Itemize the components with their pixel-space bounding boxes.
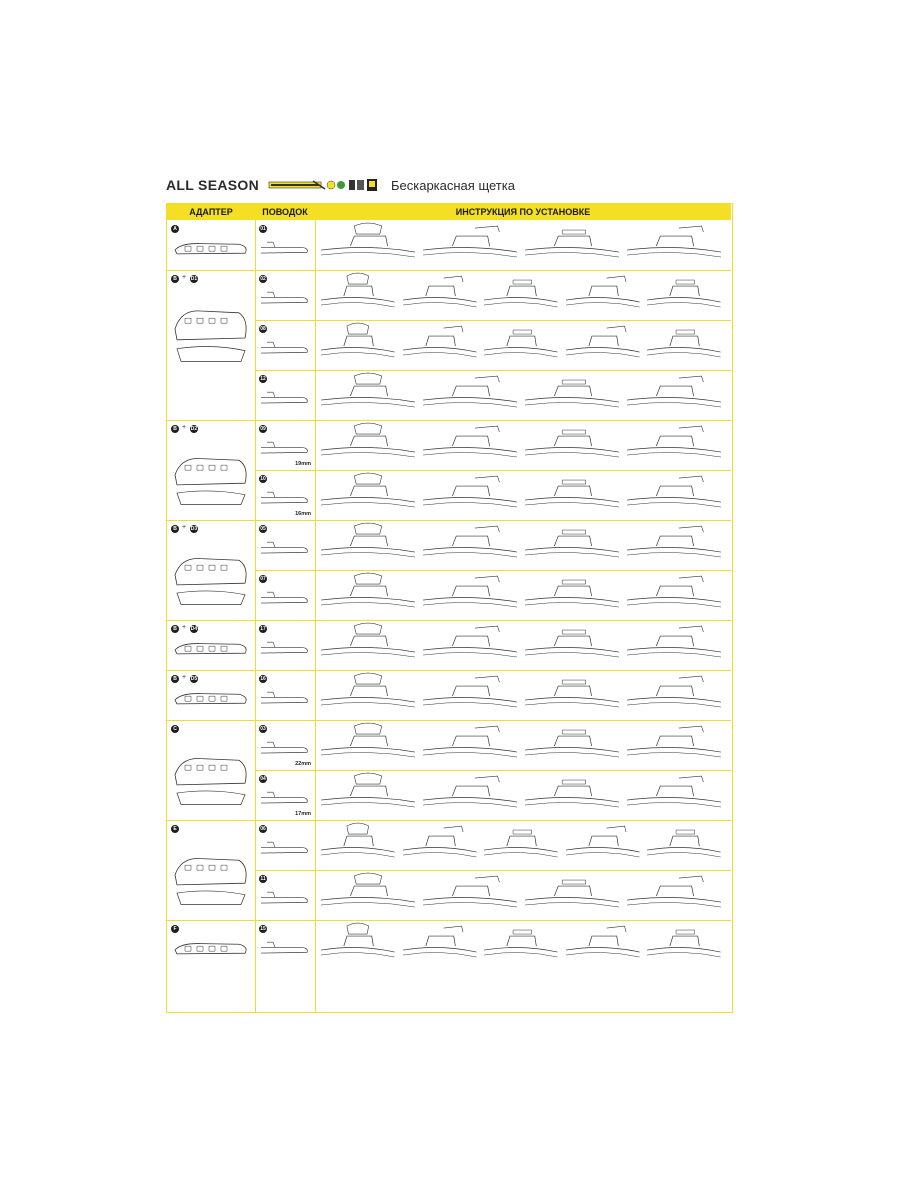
install-step-drawing: [421, 624, 519, 666]
install-step-drawing: [319, 474, 417, 516]
arm-drawing: [257, 382, 313, 416]
arm-drawing: [257, 832, 313, 866]
arm-code-badge: 05: [260, 526, 266, 532]
row-divider: [255, 570, 731, 571]
page-header: [166, 172, 515, 198]
adapter-code-badge: D4: [190, 626, 198, 632]
adapter-code-badge: C: [171, 725, 179, 733]
plus-sign: +: [182, 424, 187, 431]
install-step-drawing: [625, 524, 723, 566]
arm-code-badge: 16: [260, 676, 266, 682]
plus-sign: +: [182, 524, 187, 531]
arm-code-badge: 11: [260, 876, 266, 882]
install-step-drawing: [421, 374, 519, 416]
install-step-drawing: [319, 924, 397, 966]
install-step-drawing: [319, 624, 417, 666]
arm-cell: [255, 620, 315, 670]
arm-code-badge: 02: [260, 276, 266, 282]
column-divider: [315, 220, 316, 1012]
install-step-drawing: [523, 524, 621, 566]
install-step-drawing: [319, 424, 417, 466]
row-divider: [255, 870, 731, 871]
adapter-code-badge: B: [171, 625, 179, 633]
adapter-cell: [167, 670, 255, 720]
install-step-drawing: [319, 674, 417, 716]
adapter-drawing: [171, 234, 251, 266]
arm-code-badge: 10: [260, 476, 266, 482]
adapter-cell: [167, 420, 255, 520]
install-step-drawing: [421, 474, 519, 516]
product-subtitle: Бескаркасная щетка: [390, 177, 515, 193]
adapter-drawing: [171, 834, 251, 916]
arm-drawing: [257, 532, 313, 566]
install-step-drawing: [482, 924, 560, 966]
column-header-arm: ПОВОДОК: [262, 207, 308, 217]
install-step-drawing: [319, 774, 417, 816]
adapter-drawing: [171, 284, 251, 416]
column-header-instructions: ИНСТРУКЦИЯ ПО УСТАНОВКЕ: [455, 207, 591, 217]
arm-code-badge: 12: [260, 376, 266, 382]
install-step-drawing: [421, 224, 519, 266]
install-step-drawing: [523, 224, 621, 266]
install-step-drawing: [645, 324, 723, 366]
plus-sign: +: [182, 674, 187, 681]
install-step-drawing: [523, 874, 621, 916]
adapter-drawing: [171, 684, 251, 716]
install-step-drawing: [319, 224, 417, 266]
install-step-drawing: [421, 524, 519, 566]
install-step-drawing: [319, 274, 397, 316]
arm-cell: [255, 220, 315, 270]
arm-code-badge: 17: [260, 626, 266, 632]
install-step-drawing: [625, 774, 723, 816]
arm-cell: [255, 520, 315, 570]
install-step-drawing: [564, 924, 642, 966]
install-step-drawing: [625, 374, 723, 416]
adapter-drawing: [171, 534, 251, 616]
install-step-drawing: [523, 624, 621, 666]
adapter-code-badge: A: [171, 225, 179, 233]
install-step-drawing: [319, 724, 417, 766]
adapter-drawing: [171, 934, 251, 966]
adapter-code-badge: D2: [190, 426, 198, 432]
arm-cell: [255, 420, 315, 470]
arm-cell: [255, 670, 315, 720]
install-step-drawing: [421, 424, 519, 466]
arm-cell: [255, 370, 315, 420]
arm-size-label: 16mm: [295, 511, 311, 517]
row-divider: [255, 320, 731, 321]
arm-drawing: [257, 682, 313, 716]
install-step-drawing: [523, 724, 621, 766]
arm-cell: [255, 570, 315, 620]
arm-drawing: [257, 582, 313, 616]
wiper-blade-icon: [269, 177, 379, 193]
install-step-drawing: [319, 324, 397, 366]
adapter-cell: [167, 220, 255, 270]
arm-cell: [255, 770, 315, 820]
arm-size-label: 19mm: [295, 461, 311, 467]
adapter-drawing: [171, 734, 251, 816]
column-header-adapter: АДАПТЕР: [189, 207, 233, 217]
arm-cell: [255, 470, 315, 520]
arm-cell: [255, 870, 315, 920]
column-divider: [255, 220, 256, 1012]
adapter-code-badge: F: [171, 925, 179, 933]
adapter-cell: [167, 920, 255, 970]
install-step-drawing: [401, 274, 479, 316]
install-step-drawing: [625, 724, 723, 766]
arm-code-badge: 06: [260, 826, 266, 832]
adapter-code-badge: B: [171, 275, 179, 283]
plus-sign: +: [182, 624, 187, 631]
arm-drawing: [257, 332, 313, 366]
arm-drawing: [257, 882, 313, 916]
install-step-drawing: [625, 424, 723, 466]
install-step-drawing: [564, 324, 642, 366]
adapter-code-badge: B: [171, 525, 179, 533]
install-step-drawing: [523, 424, 621, 466]
install-step-drawing: [421, 574, 519, 616]
arm-drawing: [257, 932, 313, 966]
arm-code-badge: 07: [260, 576, 266, 582]
arm-size-label: 17mm: [295, 811, 311, 817]
install-step-drawing: [401, 824, 479, 866]
arm-cell: [255, 320, 315, 370]
installation-table: [166, 203, 733, 1013]
install-step-drawing: [421, 874, 519, 916]
install-step-drawing: [523, 474, 621, 516]
brand-title: ALL SEASON: [166, 177, 259, 193]
adapter-drawing: [171, 434, 251, 516]
arm-code-badge: 04: [260, 776, 266, 782]
install-step-drawing: [523, 674, 621, 716]
adapter-cell: [167, 270, 255, 420]
adapter-drawing: [171, 634, 251, 666]
adapter-cell: [167, 820, 255, 920]
install-step-drawing: [482, 824, 560, 866]
table-header: [167, 204, 731, 220]
install-step-drawing: [421, 774, 519, 816]
install-step-drawing: [645, 924, 723, 966]
install-step-drawing: [625, 874, 723, 916]
product-logo-strip: [269, 177, 379, 193]
adapter-code-badge: B: [171, 425, 179, 433]
install-step-drawing: [523, 574, 621, 616]
install-step-drawing: [564, 824, 642, 866]
install-step-drawing: [421, 724, 519, 766]
install-step-drawing: [625, 474, 723, 516]
arm-cell: [255, 270, 315, 320]
arm-drawing: [257, 632, 313, 666]
arm-code-badge: 15: [260, 926, 266, 932]
install-step-drawing: [523, 374, 621, 416]
install-step-drawing: [319, 524, 417, 566]
install-step-drawing: [319, 824, 397, 866]
arm-cell: [255, 720, 315, 770]
arm-code-badge: 08: [260, 326, 266, 332]
install-step-drawing: [625, 574, 723, 616]
install-step-drawing: [625, 624, 723, 666]
install-step-drawing: [319, 874, 417, 916]
row-divider: [255, 770, 731, 771]
install-step-drawing: [319, 574, 417, 616]
adapter-code-badge: D1: [190, 276, 198, 282]
install-step-drawing: [482, 324, 560, 366]
install-step-drawing: [645, 274, 723, 316]
row-divider: [255, 470, 731, 471]
arm-cell: [255, 920, 315, 970]
adapter-cell: [167, 620, 255, 670]
install-step-drawing: [482, 274, 560, 316]
arm-drawing: [257, 282, 313, 316]
arm-code-badge: 09: [260, 426, 266, 432]
adapter-code-badge: D5: [190, 676, 198, 682]
install-step-drawing: [421, 674, 519, 716]
arm-code-badge: 01: [260, 226, 266, 232]
install-step-drawing: [625, 224, 723, 266]
install-step-drawing: [523, 774, 621, 816]
adapter-code-badge: E: [171, 825, 179, 833]
adapter-cell: [167, 720, 255, 820]
install-step-drawing: [564, 274, 642, 316]
adapter-code-badge: B: [171, 675, 179, 683]
arm-cell: [255, 820, 315, 870]
adapter-cell: [167, 520, 255, 620]
install-step-drawing: [645, 824, 723, 866]
install-step-drawing: [625, 674, 723, 716]
adapter-code-badge: D3: [190, 526, 198, 532]
plus-sign: +: [182, 274, 187, 281]
arm-drawing: [257, 232, 313, 266]
arm-code-badge: 03: [260, 726, 266, 732]
install-step-drawing: [401, 924, 479, 966]
install-step-drawing: [401, 324, 479, 366]
arm-size-label: 22mm: [295, 761, 311, 767]
install-step-drawing: [319, 374, 417, 416]
row-divider: [255, 370, 731, 371]
